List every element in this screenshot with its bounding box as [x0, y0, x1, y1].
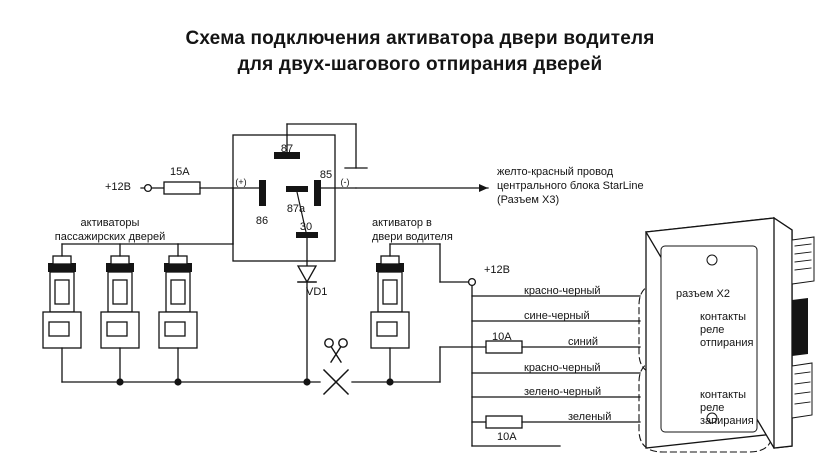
- junction-dot-driver: [386, 378, 393, 385]
- label-relay-lock-2: реле: [700, 402, 725, 414]
- door-actuator-icon: [159, 256, 197, 382]
- scissors-icon: [325, 339, 347, 362]
- arrow-to-starline: [479, 184, 488, 192]
- label-actuators-pass-1: активаторы: [80, 217, 140, 229]
- label-relay-unlock-1: контакты: [700, 311, 747, 323]
- label-connector-x2: разъем X2: [676, 288, 730, 300]
- label-actuator-driver-2: двери водителя: [372, 231, 453, 243]
- label-supply-left: +12В: [105, 181, 131, 193]
- label-fuse-10a-top: 10A: [492, 331, 512, 343]
- label-relay-minus: (-): [340, 177, 350, 187]
- label-relay-86: 86: [255, 215, 269, 227]
- label-wire-green-black: зелено-черный: [524, 386, 602, 398]
- label-fuse-15a: 15A: [170, 166, 190, 178]
- starline-control-unit-icon: [646, 218, 814, 448]
- label-wire-red-black-2: красно-черный: [524, 362, 601, 374]
- label-diode-vd1: VD1: [306, 286, 328, 298]
- label-relay-30: 30: [299, 221, 313, 233]
- label-yellow-red-1: желто-красный провод: [497, 166, 614, 178]
- page-title-line1: Схема подключения активатора двери водителя: [185, 28, 655, 49]
- label-relay-unlock-3: отпирания: [700, 337, 754, 349]
- cut-mark-icon: [324, 370, 348, 394]
- terminal-dot-supply-right: [469, 279, 476, 286]
- label-relay-85: 85: [319, 169, 333, 181]
- relay-contact-87a: [286, 186, 308, 192]
- relay-coil-85: [314, 180, 321, 206]
- page-title-line2: для двух-шагового отпирания дверей: [237, 54, 603, 75]
- label-relay-unlock-2: реле: [700, 324, 725, 336]
- label-relay-lock-3: запирания: [700, 415, 754, 427]
- label-actuator-driver-1: активатор в: [372, 217, 432, 229]
- label-fuse-10a-bottom: 10A: [497, 431, 517, 443]
- junction-dot-diode: [303, 378, 310, 385]
- label-relay-87: 87: [280, 143, 294, 155]
- door-actuator-icon: [101, 256, 139, 382]
- relay-coil-86: [259, 180, 266, 206]
- label-yellow-red-3: (Разъем X3): [497, 194, 560, 206]
- fuse-15a-icon: [164, 182, 200, 194]
- junction-dot-a2: [116, 378, 123, 385]
- junction-dot-a3: [174, 378, 181, 385]
- label-wire-red-black-1: красно-черный: [524, 285, 601, 297]
- label-wire-blue-black: сине-черный: [524, 310, 590, 322]
- label-relay-87a: 87a: [286, 203, 306, 215]
- door-actuator-icon: [371, 256, 409, 382]
- label-yellow-red-2: центрального блока StarLine: [497, 180, 644, 192]
- label-relay-lock-1: контакты: [700, 389, 747, 401]
- label-relay-plus: (+): [235, 177, 247, 187]
- fuse-10a-bottom-icon: [486, 416, 522, 428]
- diode-icon: [298, 266, 316, 282]
- label-wire-blue: синий: [568, 336, 599, 348]
- label-wire-green: зеленый: [568, 411, 612, 423]
- terminal-dot-supply-left: [145, 185, 152, 192]
- label-supply-right: +12В: [484, 264, 510, 276]
- door-actuator-icon: [43, 256, 81, 382]
- label-actuators-pass-2: пассажирских дверей: [54, 231, 166, 243]
